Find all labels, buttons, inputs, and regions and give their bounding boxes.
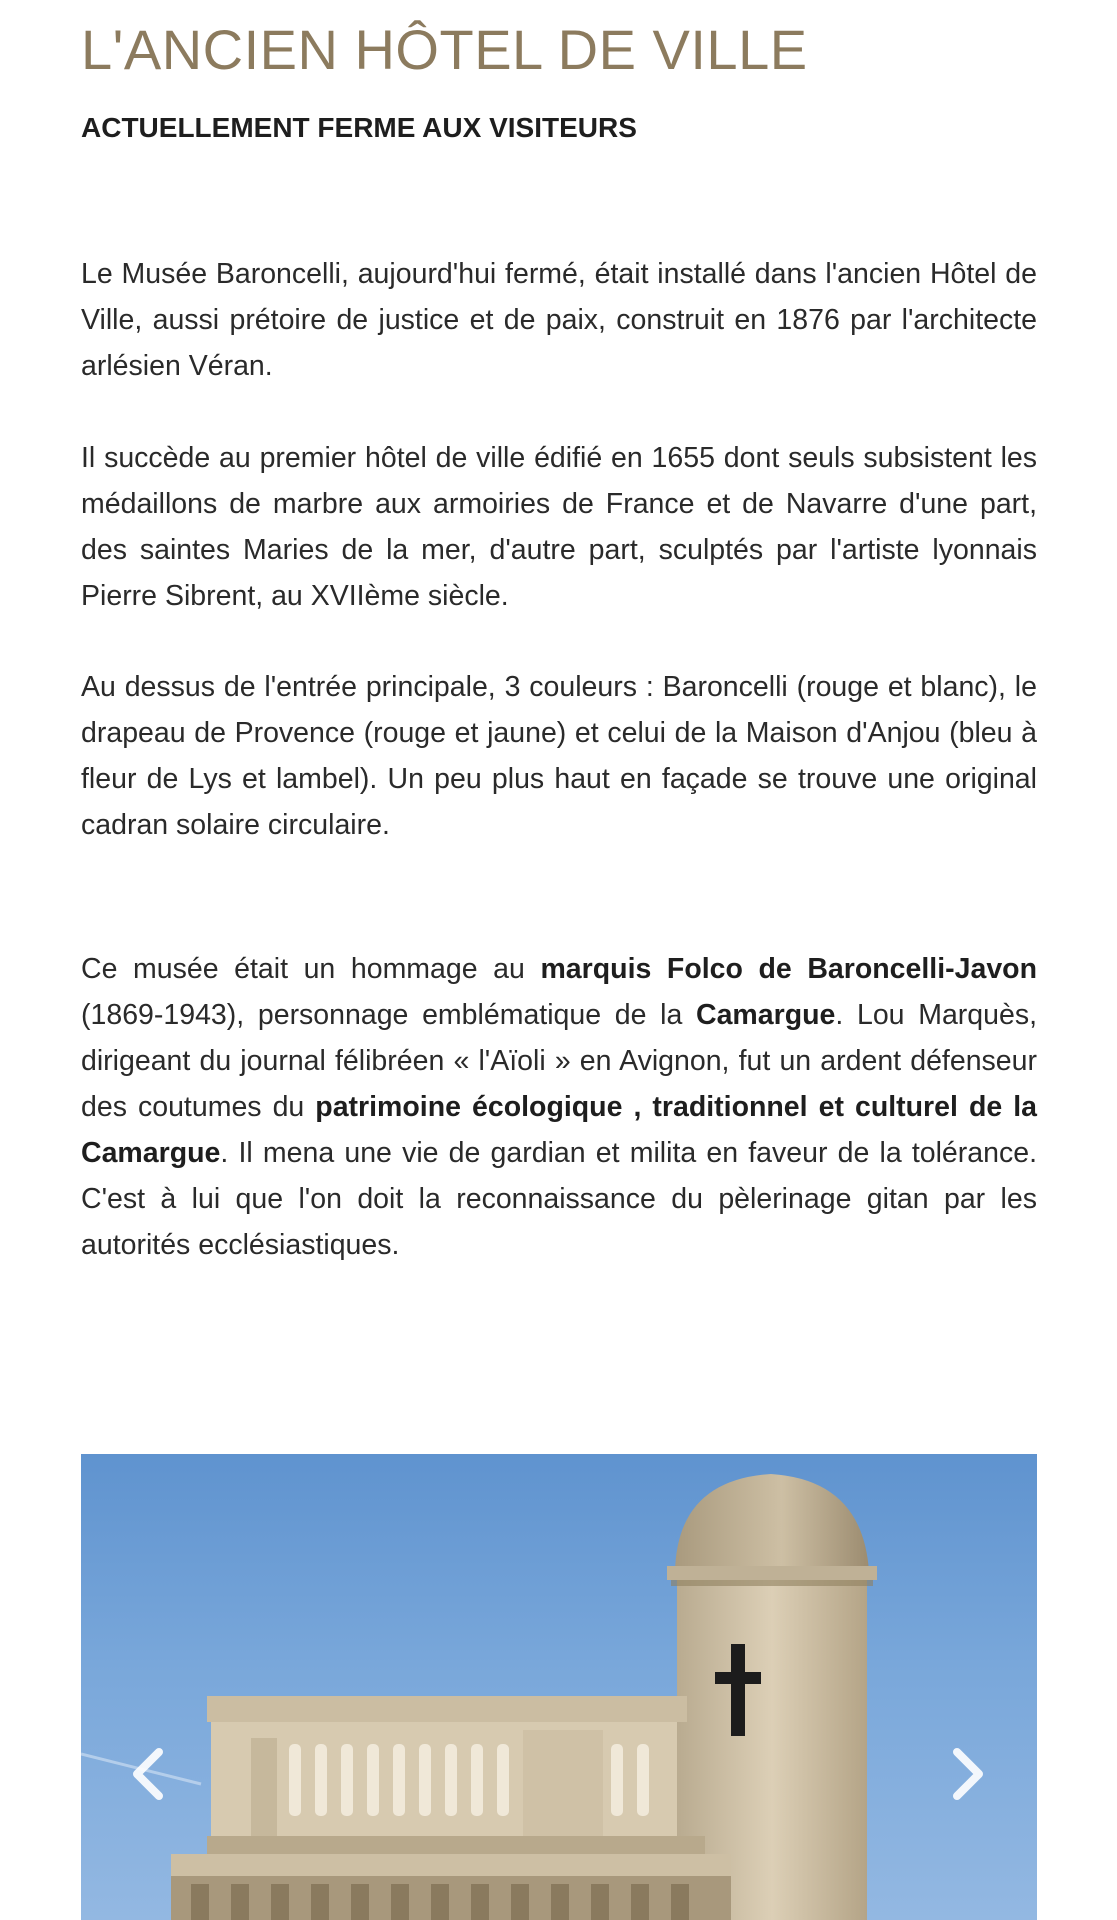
carousel-prev-button[interactable] bbox=[123, 1744, 173, 1804]
chevron-right-icon bbox=[943, 1744, 993, 1804]
closed-notice: ACTUELLEMENT FERME AUX VISITEURS bbox=[81, 112, 637, 143]
bold-camargue: Camargue bbox=[696, 999, 836, 1031]
bold-heritage: patrimoine écologique , traditionnel et culturel de la Camargue bbox=[81, 1091, 1037, 1169]
page-title: L'ANCIEN HÔTEL DE VILLE bbox=[81, 18, 808, 81]
tower-with-balustrade-photo bbox=[81, 1454, 1037, 1920]
carousel-next-button[interactable] bbox=[943, 1744, 993, 1804]
text-segment: (1869-1943), personnage emblématique de la bbox=[81, 999, 696, 1031]
paragraph-baroncelli bbox=[81, 946, 1037, 1268]
chevron-left-icon bbox=[123, 1744, 173, 1804]
text-segment: . Il mena une vie de gardian et milita en faveur de la tolérance. C'est à lui que l'on doit la reconnaissance du pèlerinage gitan par les autorités ecclésiastiques. bbox=[81, 1137, 1037, 1261]
paragraph-history: Le Musée Baroncelli, aujourd'hui fermé, était installé dans l'ancien Hôtel de Ville, aussi prétoire de justice et de paix, construit en 1876 par l'architecte arlésien Véran. bbox=[81, 258, 1037, 382]
paragraph-first-town-hall: Il succède au premier hôtel de ville édifié en 1655 dont seuls subsistent les médaillons de marbre aux armoiries de France et de Navarre d'une part, des saintes Maries de la mer, d'autre part, sculptés par l'artiste lyonnais Pierre Sibrent, au XVIIème siècle. bbox=[81, 442, 1037, 612]
paragraph-colors: Au dessus de l'entrée principale, 3 couleurs : Baroncelli (rouge et blanc), le drapeau de Provence (rouge et jaune) et celui de la Maison d'Anjou (bleu à fleur de Lys et lambel). Un peu plus haut en façade se trouve une original cadran solaire circulaire. bbox=[81, 671, 1037, 841]
text-segment: Ce musée était un hommage au bbox=[81, 953, 541, 985]
text-segment: . Lou Marquès, dirigeant du journal félibréen « l'Aïoli » en Avignon, fut un ardent défenseur des coutumes du bbox=[81, 999, 1038, 1123]
image-carousel[interactable] bbox=[81, 1454, 1037, 1920]
bold-marquis: marquis Folco de Baroncelli-Javon bbox=[540, 953, 1037, 985]
